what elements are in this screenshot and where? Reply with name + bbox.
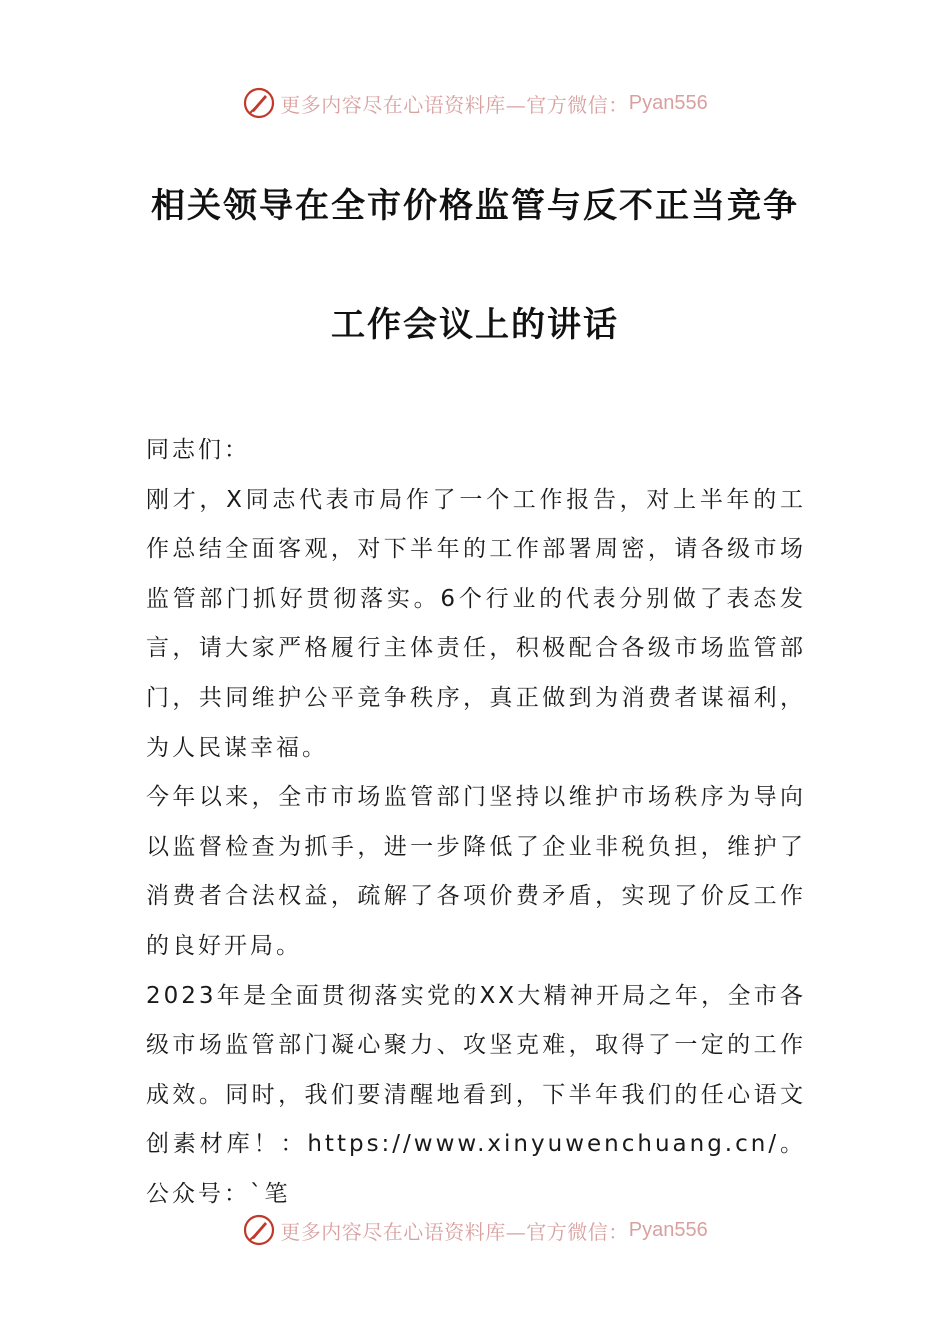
wechat-id: Pyan556 — [628, 91, 708, 114]
document-body — [146, 426, 806, 1220]
paragraph-2: 今年以来，全市市场监管部门坚持以维护市场秩序为导向以监督检查为抓手，进一步降低了企业非税负担，维护了消费者合法权益，疏解了各项价费矛盾，实现了价反工作的良好开局。 — [146, 784, 806, 959]
banner-text: 更多内容尽在心语资料库—官方微信： — [280, 1219, 629, 1244]
paragraph-1: 刚才，X同志代表市局作了一个工作报告，对上半年的工作总结全面客观，对下半年的工作部署周密，请各级市场监管部门抓好贯彻落实。6个行业的代表分别做了表态发言，请大家严格履行主体责任，积极配合各级市场监管部门，共同维护公平竞争秩序，真正做到为消费者谋福利，为人民谋幸福。 — [146, 486, 806, 761]
document-title-line-2: 工作会议上的讲话 — [331, 305, 619, 345]
wechat-id: Pyan556 — [628, 1218, 708, 1241]
paragraph-3: 2023年是全面贯彻落实党的XX大精神开局之年，全市各级市场监管部门凝心聚力、攻坚克难，取得了一定的工作成效。同时，我们要清醒地看到，下半年我们的任心语文创素材库！：https://www.xinyuwenchuang.cn/。公众号：`笔 — [146, 982, 806, 1207]
salutation: 同志们： — [146, 437, 250, 463]
banner-text: 更多内容尽在心语资料库—官方微信： — [280, 92, 629, 117]
quill-logo-icon — [242, 1213, 276, 1247]
quill-logo-icon — [242, 86, 276, 120]
document-title-line-1: 相关领导在全市价格监管与反不正当竞争 — [151, 186, 799, 226]
footer-watermark-banner — [0, 1210, 950, 1250]
header-watermark-banner — [0, 83, 950, 123]
